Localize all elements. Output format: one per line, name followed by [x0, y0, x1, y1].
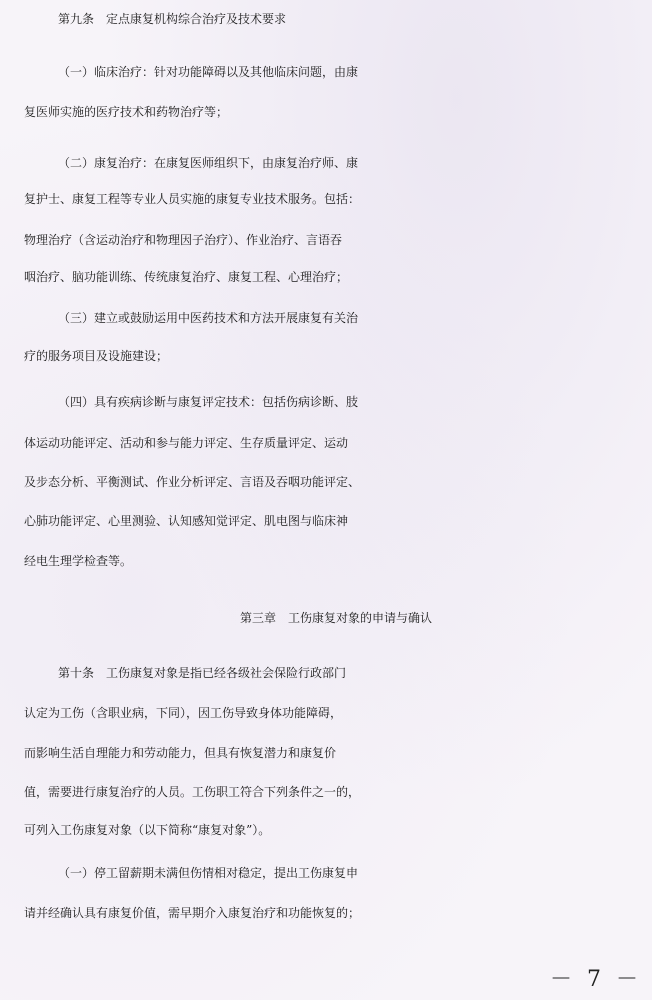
article9-item4-line4: 心肺功能评定、心里测验、认知感知觉评定、肌电图与临床神 — [24, 514, 349, 528]
article9-item4-line3: 及步态分析、平衡测试、作业分析评定、言语及吞咽功能评定、 — [24, 475, 361, 489]
article9-item2-line4: 咽治疗、脑功能训练、传统康复治疗、康复工程、心理治疗； — [24, 270, 349, 284]
article10-line5: 可列入工伤康复对象（以下简称“康复对象”）。 — [24, 823, 271, 837]
article10-item1-line2: 请并经确认具有康复价值，需早期介入康复治疗和功能恢复的； — [24, 906, 361, 920]
article9-item2-line1: （二）康复治疗：在康复医师组织下，由康复治疗师、康 — [58, 156, 359, 170]
article9-item1-line1: （一）临床治疗：针对功能障碍以及其他临床问题，由康 — [58, 65, 359, 79]
article10-line3: 而影响生活自理能力和劳动能力，但具有恢复潜力和康复价 — [24, 746, 337, 760]
page-number: － 7 － — [550, 967, 642, 992]
article9-item1-line2: 复医师实施的医疗技术和药物治疗等； — [24, 105, 229, 119]
article9-item4-line5: 经电生理学检查等。 — [24, 554, 133, 568]
article10-line2: 认定为工伤（含职业病，下同），因工伤导致身体功能障碍， — [24, 706, 343, 720]
article9-item2-line3: 物理治疗（含运动治疗和物理因子治疗）、作业治疗、言语吞 — [24, 233, 343, 247]
article9-heading: 第九条 定点康复机构综合治疗及技术要求 — [58, 12, 287, 26]
article9-item4-line2: 体运动功能评定、活动和参与能力评定、生存质量评定、运动 — [24, 436, 349, 450]
article9-item2-line2: 复护士、康复工程等专业人员实施的康复专业技术服务。包括： — [24, 192, 361, 206]
article9-item4-line1: （四）具有疾病诊断与康复评定技术：包括伤病诊断、肢 — [58, 395, 359, 409]
article10-line4: 值，需要进行康复治疗的人员。工伤职工符合下列条件之一的， — [24, 785, 361, 799]
article9-item3-line1: （三）建立或鼓励运用中医药技术和方法开展康复有关治 — [58, 311, 359, 325]
article10-line1: 第十条 工伤康复对象是指已经各级社会保险行政部门 — [58, 666, 347, 680]
article9-item3-line2: 疗的服务项目及设施建设； — [24, 349, 169, 363]
chapter-title: 第三章 工伤康复对象的申请与确认 — [239, 611, 432, 625]
article10-item1-line1: （一）停工留薪期未满但伤情相对稳定，提出工伤康复申 — [58, 866, 359, 880]
